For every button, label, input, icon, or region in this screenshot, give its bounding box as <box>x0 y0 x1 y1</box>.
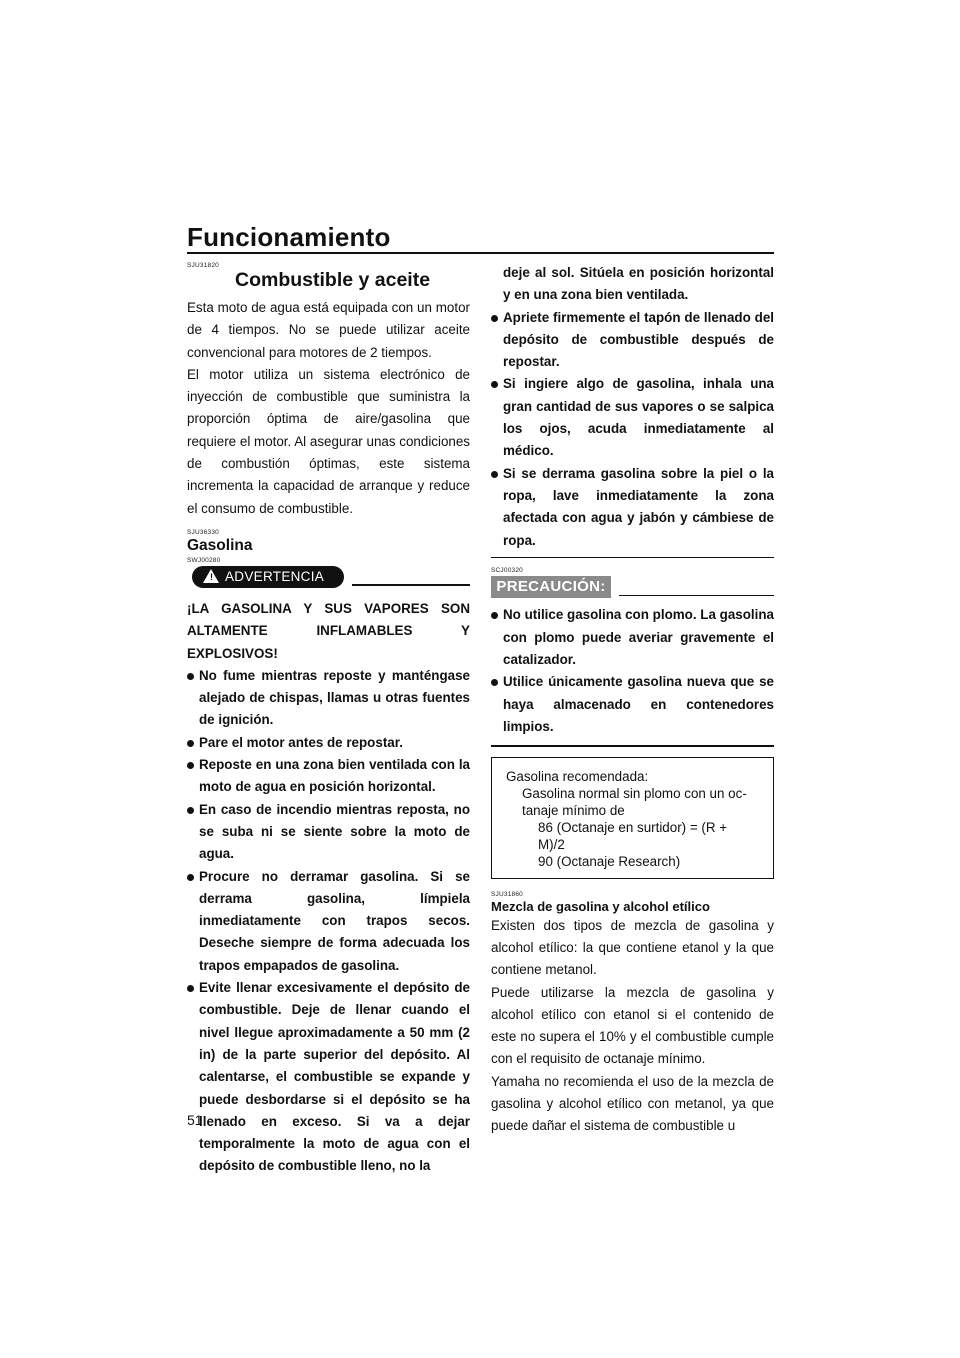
list-item: No utilice gasolina con plomo. La gasolina con plomo puede averiar gravemente el catalizador. <box>491 604 774 671</box>
warning-list-continued <box>491 307 774 552</box>
intro-paragraph: El motor utiliza un sistema electrónico de inyección de combustible que suministra la proporción óptima de aire/gasolina que requiere el motor. Al asegurar unas condiciones de combustión óptimas, este sistema incrementa la capacidad de arranque y reduce el consumo de combustible. <box>187 366 470 516</box>
page-number: 51 <box>187 1112 203 1128</box>
bullet-icon <box>187 762 194 769</box>
bullet-icon <box>491 471 498 478</box>
header-divider <box>187 252 774 254</box>
caution-list <box>491 604 774 738</box>
bullet-icon <box>491 612 498 619</box>
bullet-icon <box>187 673 194 680</box>
spec-line: 86 (Octanaje en surtidor) = (R + <box>538 819 728 835</box>
mix-paragraph: Puede utilizarse la mezcla de gasolina y alcohol etílico con etanol si el contenido de este no supera el 10% y el combustible cumple con el requisito de octanaje mínimo. <box>491 984 774 1067</box>
warning-code: SWJ00280 <box>187 556 221 564</box>
list-item: Utilice únicamente gasolina nueva que se haya almacenado en contenedores limpios. <box>491 671 774 738</box>
bullet-icon <box>187 874 194 881</box>
list-item: Reposte en una zona bien ventilada con la moto de agua en posición horizontal. <box>187 754 470 799</box>
gasolina-code: SJU36330 <box>187 528 219 536</box>
intro-paragraph: Esta moto de agua está equipada con un motor de 4 tiempos. No se puede utilizar aceite convencional para motores de 2 tiempos. <box>187 300 470 360</box>
gasolina-heading: Gasolina <box>187 536 253 554</box>
caution-end-rule <box>491 745 774 747</box>
right-column <box>491 262 774 1138</box>
mix-code: SJU31860 <box>491 890 523 898</box>
caution-badge: PRECAUCIÓN: <box>491 576 611 598</box>
section-title: Combustible y aceite <box>235 269 431 291</box>
list-item: Evite llenar excesivamente el depósito de combustible. Deje de llenar cuando el nivel llegue aproximadamente a 50 mm (2 in) de la parte superior del depósito. Al calentarse, el combustible se expande y puede desbordarse si el depósito se ha llenado en exceso. Si va a dejar temporalmente la moto de agua con el depósito de combustible lleno, no la <box>187 977 470 1178</box>
list-item: Apriete firmemente el tapón de llenado del depósito de combustible después de repostar. <box>491 307 774 374</box>
warning-rule <box>352 584 470 586</box>
warning-badge: ! ADVERTENCIA <box>192 566 344 588</box>
warning-end-rule <box>491 557 774 559</box>
bullet-icon <box>491 315 498 322</box>
bullet-icon <box>187 807 194 814</box>
warning-label-row <box>187 566 470 588</box>
list-item: Si ingiere algo de gasolina, inhala una gran cantidad de sus vapores o se salpica los ojos, acuda inmediatamente al médico. <box>491 373 774 462</box>
warning-label: ADVERTENCIA <box>225 568 325 584</box>
list-item: Pare el motor antes de repostar. <box>187 732 470 754</box>
spec-line: tanaje mínimo de <box>522 802 625 818</box>
list-item: En caso de incendio mientras reposta, no se suba ni se siente sobre la moto de agua. <box>187 799 470 866</box>
spec-line: 90 (Octanaje Research) <box>538 853 681 869</box>
page-title: Funcionamiento <box>187 222 391 252</box>
mix-paragraph: Yamaha no recomienda el uso de la mezcla de gasolina y alcohol etílico con metanol, ya que puede dañar el sistema de combustible u <box>491 1073 774 1134</box>
bullet-icon <box>491 381 498 388</box>
warning-list <box>187 665 470 1178</box>
section-code: SJU31820 <box>187 262 219 269</box>
bullet-icon <box>187 740 194 747</box>
bullet-icon <box>187 985 194 992</box>
spec-line: M)/2 <box>538 836 565 852</box>
spec-box <box>491 757 774 879</box>
caution-code: SCJ00320 <box>491 567 523 575</box>
left-column <box>187 262 470 1178</box>
list-item: Si se derrama gasolina sobre la piel o la ropa, lave inmediatamente la zona afectada con agua y jabón y cámbiese de ropa. <box>491 463 774 552</box>
bullet-icon <box>491 679 498 686</box>
spec-line: Gasolina normal sin plomo con un oc- <box>522 785 747 801</box>
mix-paragraph: Existen dos tipos de mezcla de gasolina y alcohol etílico: la que contiene etanol y la que contiene metanol. <box>491 917 774 978</box>
caution-label-row <box>491 576 774 598</box>
list-item: Procure no derramar gasolina. Si se derrama gasolina, límpiela inmediatamente con trapos secos. Deseche siempre de forma adecuada los trapos empapados de gasolina. <box>187 866 470 977</box>
list-item: No fume mientras reposte y manténgase alejado de chispas, llamas u otras fuentes de ignición. <box>187 665 470 732</box>
spec-title: Gasolina recomendada: <box>506 768 649 784</box>
mix-heading: Mezcla de gasolina y alcohol etílico <box>491 898 710 914</box>
caution-rule <box>619 595 774 597</box>
warning-heading: ¡LA GASOLINA Y SUS VAPORES SON ALTAMENTE INFLAMABLES Y EXPLOSIVOS! <box>187 600 470 661</box>
warning-continuation: deje al sol. Sitúela en posición horizontal y en una zona bien ventilada. <box>503 265 774 303</box>
